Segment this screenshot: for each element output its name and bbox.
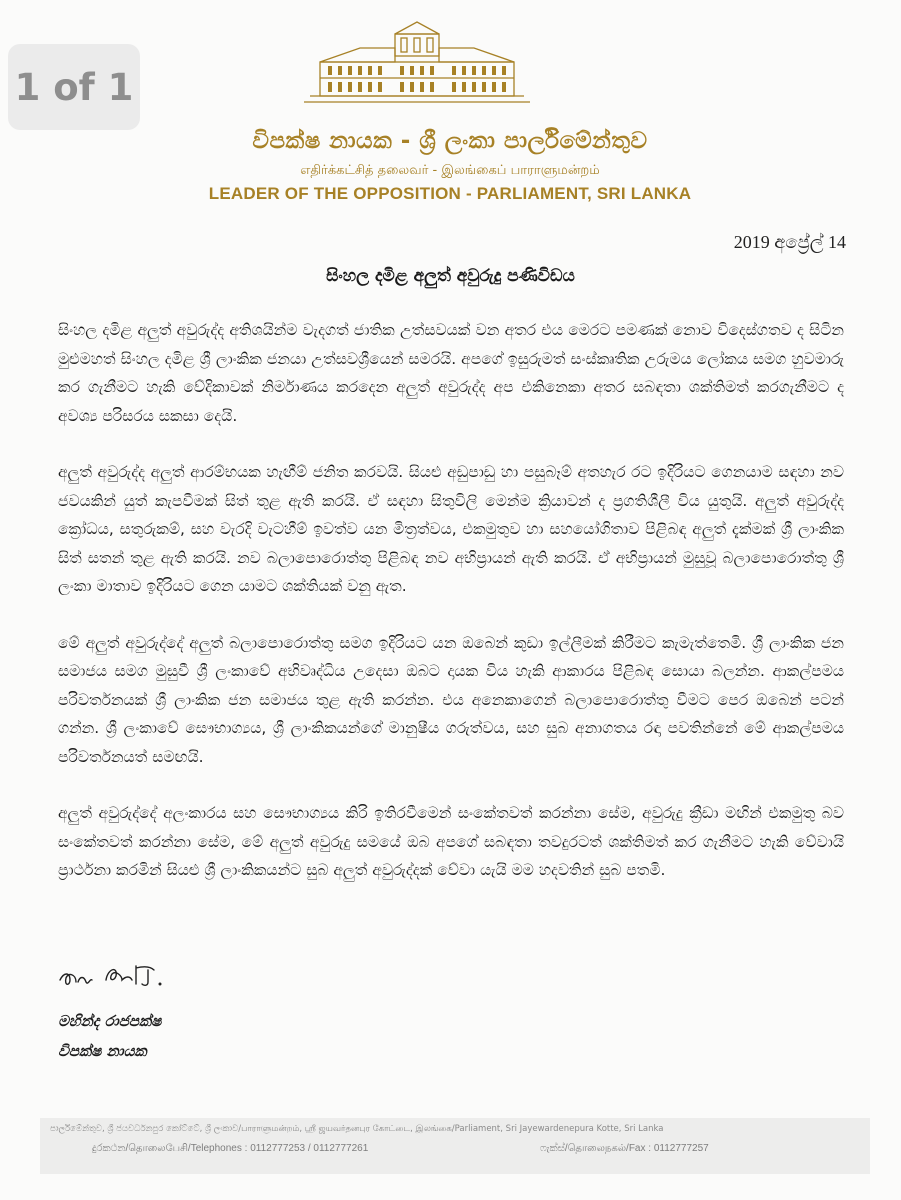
letterhead-title-sinhala: විපක්ෂ නායක - ශ්‍රී ලංකා පාර්ලිමේන්තුව [252, 128, 648, 154]
letterhead-title-tamil: எதிர்க்கட்சித் தலைவர் - இலங்கைப் பாராளுமன்றம் [300, 163, 600, 178]
handwritten-signature [56, 958, 186, 994]
paragraph: සිංහල දමිළ අලුත් අවුරුද්ද අතිශයින්ම වැදගත් ජාතික උත්සවයක් වන අතර එය මෙරට පමණක් නොව විදෙස්ගතව ද සිටින මුළුමහත් සිංහල දමිළ ශ්‍රී ලාංකික ජනයා උත්සවශ්‍රීයෙන් සමරයි. අපගේ ඉසුරුමත් සංස්කෘතික උරුමය ලෝකය සමග හුවමාරු කර ගැනීමට හැකි වේදිකාවක් නිර්මාණය කරදෙන අලුත් අවුරුද්ද අප එකිනෙකා අතර සබඳතා ශක්තිමත් කරගැනීමට ද අවශ්‍ය පරිසරය සකසා දෙයි. [58, 321, 844, 425]
letter-date: 2019 අප්‍රේල් 14 [733, 232, 846, 252]
letter-title: සිංහල දමිළ අලුත් අවුරුදු පණිවිඩය [326, 266, 575, 286]
letter-body [58, 316, 844, 913]
parliament-building-icon [300, 20, 534, 108]
footer-fax: ෆැක්ස්/தொலைநகல்/Fax : 0112777257 [540, 1143, 709, 1154]
signatory-title: විපක්ෂ නායක [58, 1042, 147, 1060]
paragraph: අලුත් අවුරුද්ද අලුත් ආරම්භයක හැඟීම් ජනිත කරවයි. සියළු අඩුපාඩු හා පසුබෑම් අතහැර රට ඉදිරියට ගෙනයාම සඳහා නව ජවයකින් යුත් කැපවීමක් සිත් තුළ ඇති කරයි. ඒ සඳහා සිතුවිලි මෙන්ම ක්‍රියාවන් ද ප්‍රගතිශීලී විය යුතුයි. අලුත් අවුරුද්ද ක්‍රෝධය, සතුරුකම්, සහ වැරදි වැටහීම් ඉවත්ව යන මිත්‍රත්වය, එකමුතුව හා සහයෝගිතාව පිළිබඳ අලුත් දැක්මක් ශ්‍රී ලාංකික සිත් සතන් තුළ ඇති කරයි. නව බලාපොරොත්තු පිළිබඳ නව අභිප්‍රායන් ඇති කරයි. ඒ අභිප්‍රායන් මුසුවූ බලාපොරොත්තු ශ්‍රී ලංකා මාතාව ඉදිරියට ගෙන යාමට ශක්තියක් වනු ඇත. [58, 463, 844, 595]
letterhead-title-english: LEADER OF THE OPPOSITION - PARLIAMENT, SRI LANKA [208, 184, 692, 203]
page-indicator: 1 of 1 [8, 44, 140, 130]
paragraph: අලුත් අවුරුද්දේ අලංකාරය සහ සෞභාග්‍යය කිරි ඉතිරවීමෙන් සංකේතවත් කරන්නා සේම, අවුරුදු ක්‍රීඩා මඟින් එකමුතු බව සංකේතවත් කරන්නා සේම, මේ අලුත් අවුරුදු සමයේ ඔබ අපගේ සබඳතා තවදුරටත් ශක්තිමත් කර ගැනීමට හැකි වේවායි ප්‍රාර්ථනා කරමින් සියළු ශ්‍රී ලාංකිකයන්ට සුබ අලුත් අවුරුද්දක් වේවා යැයි මම හදවතින් සුබ පතමි. [58, 804, 844, 879]
footer-telephones: දුරකථන/தொலைபேசி/Telephones : 0112777253 / 0112777261 [92, 1143, 369, 1154]
signatory-name: මහින්ද රාජපක්ෂ [58, 1012, 162, 1030]
paragraph: මේ අලුත් අවුරුද්දේ අලුත් බලාපොරොත්තු සමග ඉදිරියට යන ඔබෙන් කුඩා ඉල්ලීමක් කිරීමට කැමැත්තෙමි. ශ්‍රී ලාංකික ජන සමාජය සමග මුසුවී ශ්‍රී ලංකාවේ අභිවෘද්ධිය උදෙසා ඔබට දායක විය හැකි ආකාරය පිළිබඳ සොයා බලන්න. ආකල්පමය පරිවර්තනයක් ශ්‍රී ලාංකික ජන සමාජය තුළ ඇති කරන්න. එය අනෙකාගෙන් බලාපොරොත්තු වීමට පෙර ඔබෙන් පටන් ගන්න. ශ්‍රී ලංකාවේ සෞභාග්‍යය, ශ්‍රී ලාංකිකයන්ගේ මානුෂීය ගරුත්වය, සහ සුබ අනාගතය රඳා පවතින්නේ මේ ආකල්පමය පරිවර්තනයත් සමඟයි. [58, 633, 844, 766]
footer-address: පාර්ලිමේන්තුව, ශ්‍රී ජයවර්ධනපුර කෝට්ටේ, ශ්‍රී ලංකාව/பாராளுமன்றம், ஸ்ரீ ஜயவர்தனபுர கோட்டை, இலங்கை/Parliament, Sri Jayewardenepura Kotte, Sri Lanka [50, 1124, 664, 1134]
